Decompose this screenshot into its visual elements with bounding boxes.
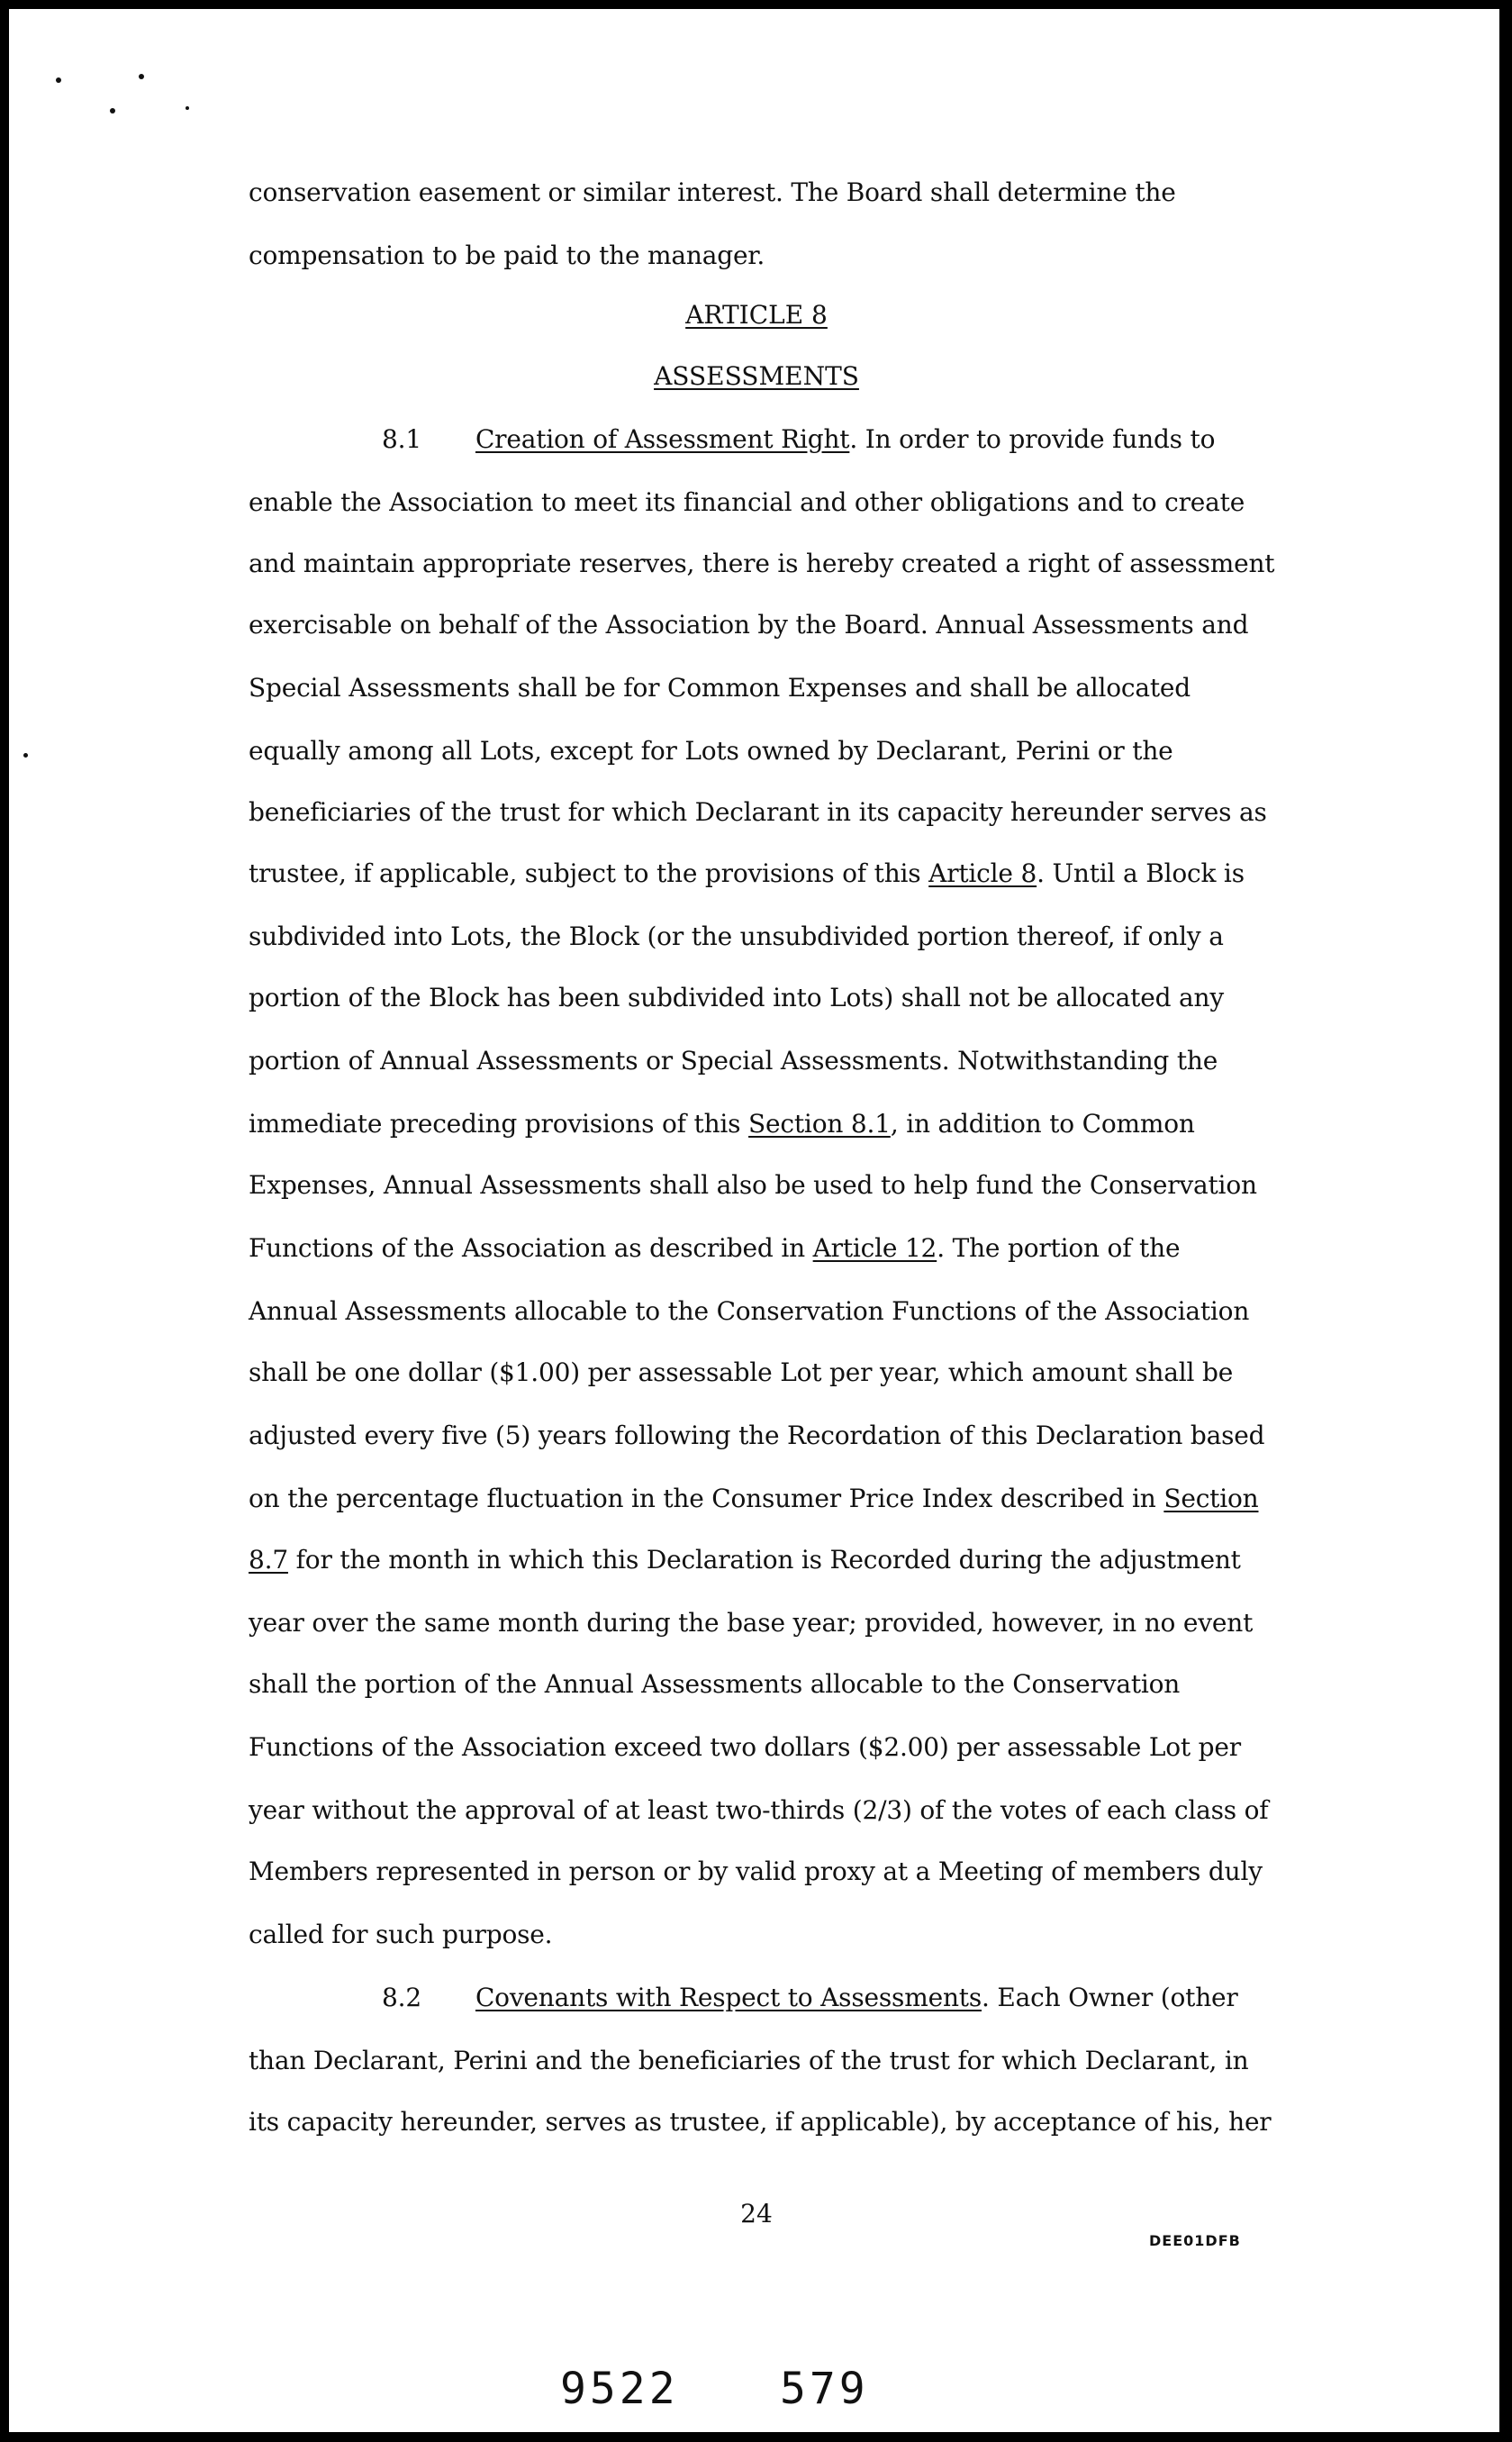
text-fragment: . Each Owner (other — [982, 1983, 1238, 2012]
text-line: shall be one dollar ($1.00) per assessable Lot per year, which amount shall be — [249, 1357, 1234, 1387]
text-fragment: , in addition to Common — [890, 1109, 1195, 1139]
text-fragment: trustee, if applicable, subject to the provisions of this — [249, 858, 929, 888]
article-title: ASSESSMENTS — [654, 361, 859, 391]
text-line: shall the portion of the Annual Assessments allocable to the Conservation — [249, 1669, 1181, 1699]
scan-speck — [23, 753, 28, 758]
cross-reference-article-12: Article 12 — [812, 1233, 937, 1263]
text-line: Special Assessments shall be for Common Expenses and shall be allocated — [249, 673, 1191, 703]
text-line: equally among all Lots, except for Lots owned by Declarant, Perini or the — [249, 736, 1173, 766]
text-line: compensation to be paid to the manager. — [249, 241, 765, 270]
section-number: 8.1 — [382, 424, 421, 454]
text-line: exercisable on behalf of the Association by the Board. Annual Assessments and — [249, 610, 1249, 640]
text-line: portion of the Block has been subdivided into Lots) shall not be allocated any — [249, 983, 1224, 1012]
text-fragment: . The portion of the — [937, 1233, 1181, 1263]
text-fragment: Functions of the Association as described in — [249, 1233, 813, 1263]
text-line: beneficiaries of the trust for which Declarant in its capacity hereunder serves as — [249, 797, 1267, 827]
text-line: Annual Assessments allocable to the Conservation Functions of the Association — [249, 1296, 1250, 1326]
article-heading: ARTICLE 8 — [685, 300, 828, 330]
text-fragment: . Until a Block is — [1037, 858, 1245, 888]
recording-stamp-book: 9522 — [560, 2364, 679, 2414]
page-number: 24 — [740, 2199, 773, 2229]
section-title: Creation of Assessment Right — [475, 424, 850, 454]
text-line: year over the same month during the base year; provided, however, in no event — [249, 1608, 1254, 1638]
text-line — [249, 858, 1245, 890]
text-line: portion of Annual Assessments or Special Assessments. Notwithstanding the — [249, 1046, 1218, 1076]
text-line: its capacity hereunder, serves as trustee, if applicable), by acceptance of his, her — [249, 2107, 1272, 2137]
text-line — [249, 1108, 1195, 1140]
text-line: subdivided into Lots, the Block (or the unsubdivided portion thereof, if only a — [249, 921, 1224, 951]
cross-reference-section-8-1: Section 8.1 — [748, 1109, 891, 1139]
scan-speck — [186, 106, 189, 110]
text-line: Expenses, Annual Assessments shall also be used to help fund the Conservation — [249, 1170, 1257, 1200]
cross-reference-article-8: Article 8 — [928, 858, 1037, 888]
text-line: Functions of the Association exceed two dollars ($2.00) per assessable Lot per — [249, 1732, 1241, 1762]
scan-speck — [139, 74, 144, 79]
text-line: adjusted every five (5) years following the Recordation of this Declaration based — [249, 1421, 1265, 1450]
text-fragment: on the percentage fluctuation in the Consumer Price Index described in — [249, 1484, 1164, 1513]
text-line — [249, 1544, 1241, 1576]
text-line: and maintain appropriate reserves, there is hereby created a right of assessment — [249, 549, 1275, 578]
text-line — [249, 1483, 1258, 1515]
recording-stamp-page: 579 — [780, 2364, 869, 2414]
section-8-1-heading — [382, 423, 1215, 456]
text-line: conservation easement or similar interest. The Board shall determine the — [249, 177, 1176, 207]
text-line: enable the Association to meet its financial and other obligations and to create — [249, 487, 1245, 517]
section-8-2-heading — [382, 1982, 1238, 2014]
text-line: called for such purpose. — [249, 1920, 553, 1949]
document-code: DEE01DFB — [1149, 2232, 1241, 2249]
cross-reference-section-8-7: Section — [1163, 1484, 1259, 1513]
text-line: than Declarant, Perini and the beneficiaries of the trust for which Declarant, in — [249, 2046, 1249, 2075]
cross-reference-section-8-7: 8.7 — [249, 1545, 288, 1575]
text-fragment: immediate preceding provisions of this — [249, 1109, 749, 1139]
section-number: 8.2 — [382, 1983, 421, 2012]
scan-speck — [56, 77, 61, 83]
scan-speck — [110, 108, 115, 113]
text-line: Members represented in person or by valid proxy at a Meeting of members duly — [249, 1856, 1263, 1886]
text-line: year without the approval of at least two-thirds (2/3) of the votes of each class of — [249, 1795, 1269, 1825]
text-fragment: . In order to provide funds to — [849, 424, 1216, 454]
text-line — [249, 1232, 1180, 1265]
document-page — [9, 9, 1499, 2432]
text-fragment: for the month in which this Declaration is Recorded during the adjustment — [287, 1545, 1241, 1575]
section-title: Covenants with Respect to Assessments — [475, 1983, 982, 2012]
